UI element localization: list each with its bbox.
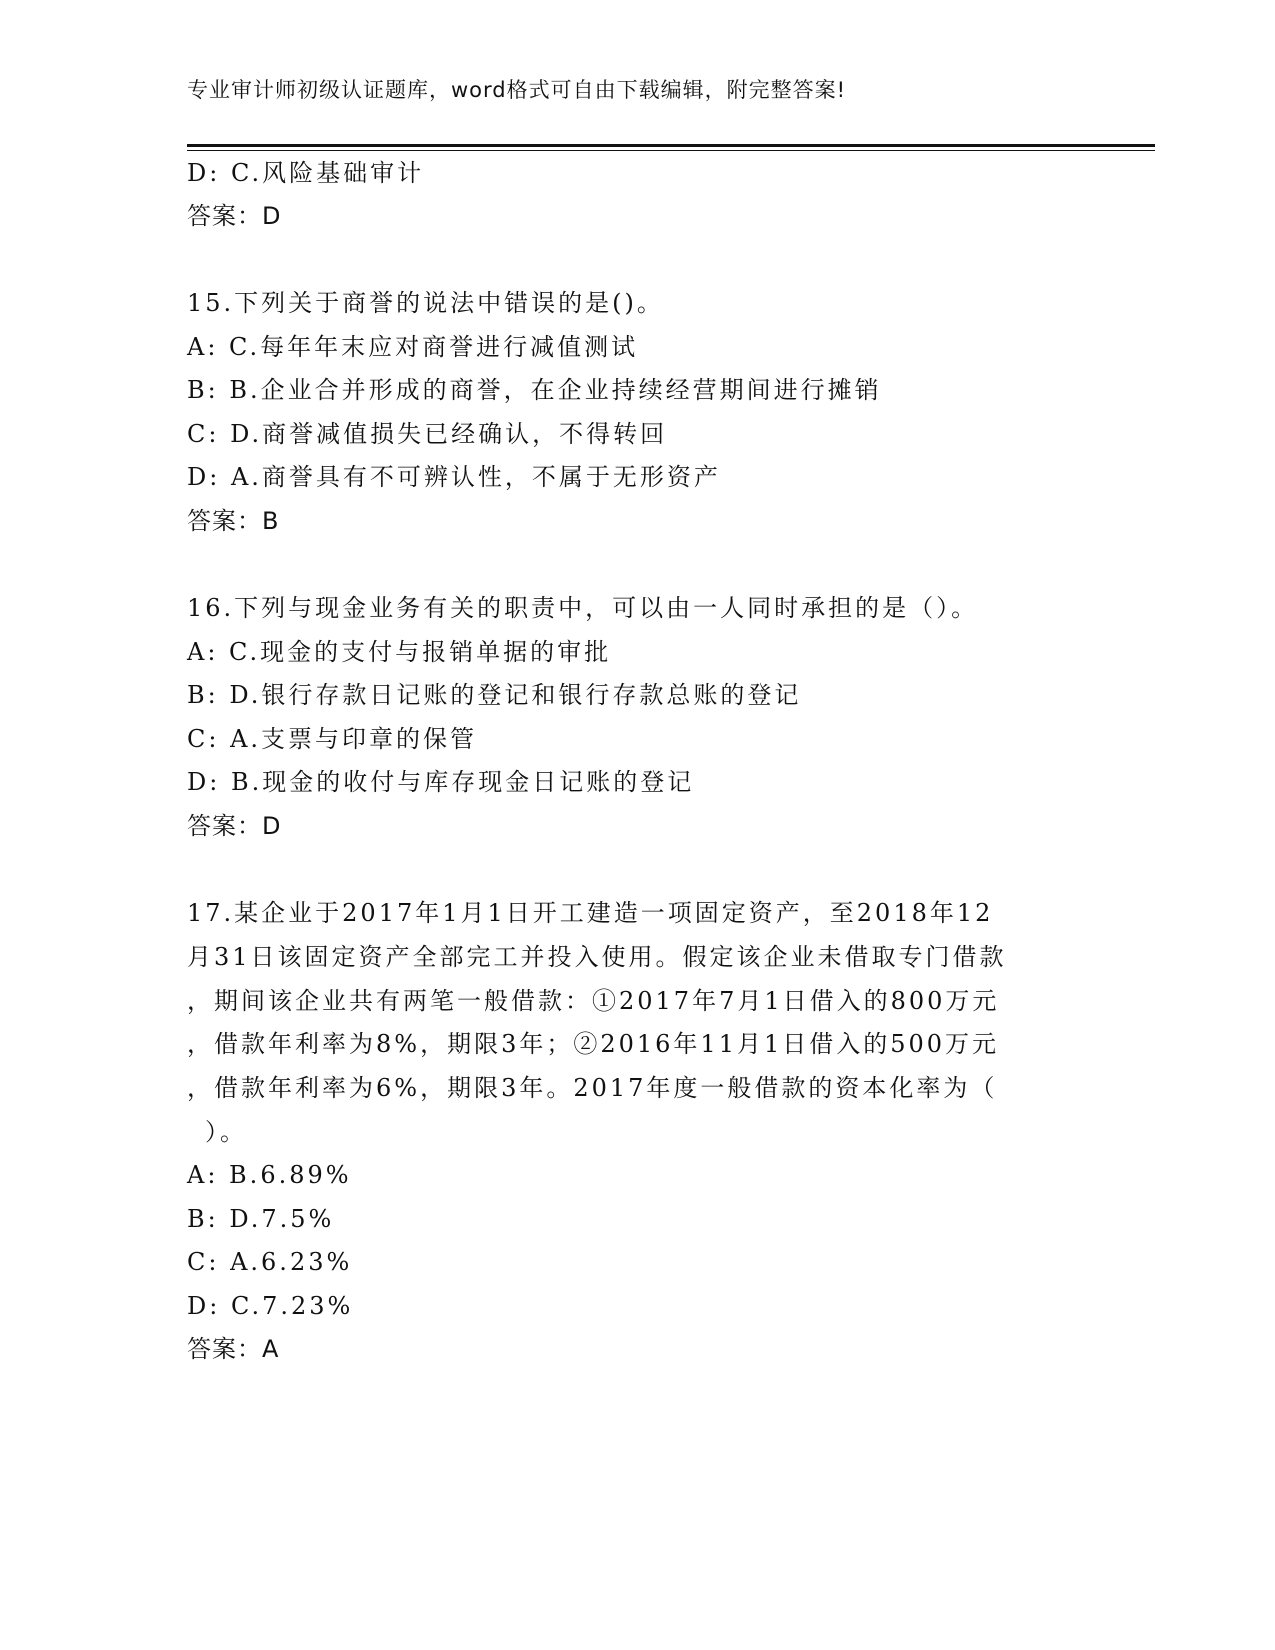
- q17-stem-line-5: ，借款年利率为6%，期限3年。2017年度一般借款的资本化率为（: [187, 1074, 998, 1102]
- q17-option-a: A: B.6.89%: [187, 1161, 352, 1189]
- q16-option-c: C: A.支票与印章的保管: [187, 725, 478, 753]
- q17-stem-line-1: 17.某企业于2017年1月1日开工建造一项固定资产，至2018年12: [187, 899, 994, 927]
- q15-option-b: B: B.企业合并形成的商誉，在企业持续经营期间进行摊销: [187, 376, 882, 404]
- q15-answer: 答案：B: [187, 507, 280, 535]
- q17-stem-line-2: 月31日该固定资产全部完工并投入使用。假定该企业未借取专门借款: [187, 943, 1007, 971]
- q16-option-b: B: D.银行存款日记账的登记和银行存款总账的登记: [187, 681, 802, 709]
- q15-option-a: A: C.每年年末应对商誉进行减值测试: [187, 333, 639, 361]
- q16-answer: 答案：D: [187, 812, 282, 840]
- q17-option-d: D: C.7.23%: [187, 1292, 354, 1320]
- page-header: 专业审计师初级认证题库，word格式可自由下载编辑，附完整答案!: [187, 78, 847, 102]
- header-rule-thin: [187, 150, 1155, 151]
- q17-answer: 答案：A: [187, 1335, 280, 1363]
- q16-option-a: A: C.现金的支付与报销单据的审批: [187, 638, 612, 666]
- q17-stem-line-3: ，期间该企业共有两笔一般借款：①2017年7月1日借入的800万元: [187, 987, 1000, 1015]
- q17-option-b: B: D.7.5%: [187, 1205, 335, 1233]
- q15-option-d: D: A.商誉具有不可辨认性，不属于无形资产: [187, 463, 721, 491]
- q15-option-c: C: D.商誉减值损失已经确认，不得转回: [187, 420, 668, 448]
- q17-option-c: C: A.6.23%: [187, 1248, 353, 1276]
- q15-stem: 15.下列关于商誉的说法中错误的是()。: [187, 289, 664, 317]
- prev-option-d: D: C.风险基础审计: [187, 159, 425, 187]
- q17-stem-line-6: ）。: [205, 1118, 247, 1146]
- header-rule-thick: [187, 144, 1155, 147]
- prev-answer: 答案：D: [187, 202, 282, 230]
- q16-option-d: D: B.现金的收付与库存现金日记账的登记: [187, 768, 695, 796]
- q17-stem-line-4: ，借款年利率为8%，期限3年；②2016年11月1日借入的500万元: [187, 1030, 1000, 1058]
- q16-stem: 16.下列与现金业务有关的职责中，可以由一人同时承担的是（）。: [187, 594, 979, 622]
